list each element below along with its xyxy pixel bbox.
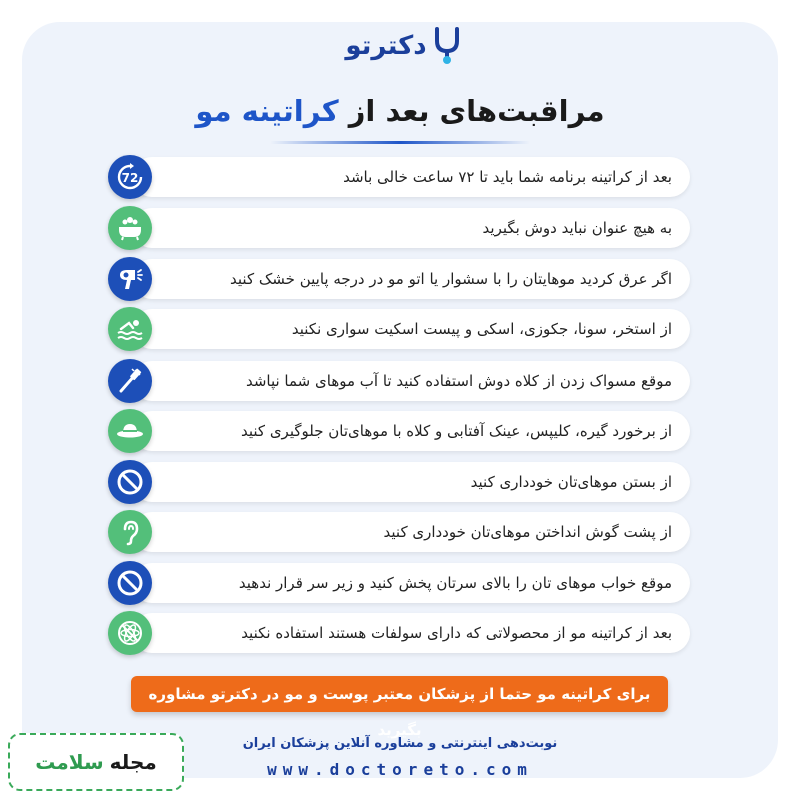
swimming-icon: [108, 307, 152, 351]
hat-icon: [108, 409, 152, 453]
list-item: [108, 511, 690, 553]
footer-tagline: نوبت‌دهی اینترنتی و مشاوره آنلاین پزشکان ایران: [242, 736, 558, 751]
list-item-pill: [132, 208, 690, 248]
page-title: [0, 94, 800, 128]
list-item: [108, 308, 690, 350]
title-accent: کراتینه مو: [195, 94, 339, 128]
list-item-text: بعد از کراتینه برنامه شما باید تا ۷۲ ساعت خالی باشد: [343, 168, 672, 186]
list-item-text: از برخورد گیره، کلیپس، عینک آفتابی و کلاه با موهای‌تان جلوگیری کنید: [240, 422, 672, 440]
list-item: [108, 207, 690, 249]
prohibited-icon: [108, 460, 152, 504]
footer-url[interactable]: www.doctoreto.com: [267, 760, 533, 779]
list-item: [108, 410, 690, 452]
title-underline: [270, 141, 530, 144]
badge-text-part1: مجله: [109, 750, 157, 774]
list-item: [108, 156, 690, 198]
list-item-text: از بستن موهای‌تان خودداری کنید: [470, 473, 672, 491]
72-label: 72: [121, 171, 139, 185]
list-item-pill: [132, 462, 690, 502]
list-item-pill: [132, 613, 690, 653]
list-item-text: به هیچ عنوان نباید دوش بگیرید: [482, 219, 672, 237]
list-item-text: از استخر، سونا، جکوزی، اسکی و پیست اسکیت سواری نکنید: [291, 320, 672, 338]
list-item-pill: [132, 361, 690, 401]
bathtub-icon: [108, 206, 152, 250]
list-item-pill: [132, 259, 690, 299]
list-item: [108, 612, 690, 654]
list-item-text: اگر عرق کردید موهایتان را با سشوار یا اتو مو در درجه پایین خشک کنید: [230, 270, 672, 288]
ear-icon: [108, 510, 152, 554]
list-item-pill: [132, 411, 690, 451]
72-hours-icon: [108, 155, 152, 199]
list-item-pill: [132, 309, 690, 349]
list-item-pill: [132, 563, 690, 603]
list-item-text: موقع مسواک زدن از کلاه دوش استفاده کنید تا آب موهای شما نپاشد: [245, 372, 672, 390]
list-item: [108, 461, 690, 503]
prohibited-icon: [108, 561, 152, 605]
list-item-pill: [132, 157, 690, 197]
hair-dryer-icon: [108, 257, 152, 301]
consult-banner-text: برای کراتینه مو حتما از پزشکان معتبر پوست و مو در دکترتو مشاوره بگیرید: [148, 685, 651, 739]
title-main: مراقبت‌های بعد از: [338, 94, 605, 128]
list-item: [108, 360, 690, 402]
consult-banner[interactable]: [131, 676, 668, 739]
list-item-text: از پشت گوش انداختن موهای‌تان خودداری کنید: [383, 523, 672, 541]
logo[interactable]: [340, 24, 470, 68]
badge-text-part2: سلامت: [35, 750, 104, 774]
toothbrush-icon: [108, 359, 152, 403]
stethoscope-icon: [431, 27, 465, 65]
list-item-text: موقع خواب موهای تان را بالای سرتان پخش کنید و زیر سر قرار ندهید: [238, 574, 672, 592]
no-chemical-icon: [108, 611, 152, 655]
list-item: [108, 562, 690, 604]
list-item: [108, 258, 690, 300]
list-item-text: بعد از کراتینه مو از محصولاتی که دارای سولفات هستند استفاده نکنید: [241, 624, 672, 642]
list-item-pill: [132, 512, 690, 552]
logo-text: دکترتو: [345, 31, 427, 61]
magazine-badge: [8, 733, 184, 791]
